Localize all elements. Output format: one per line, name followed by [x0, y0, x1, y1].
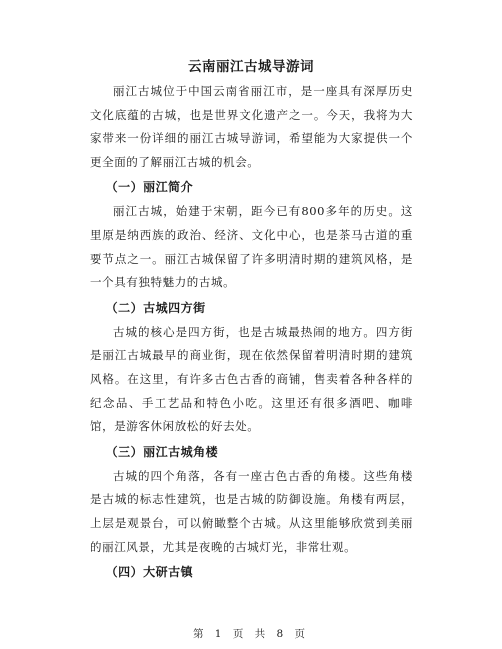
section-heading-corner-towers: （三）丽江古城角楼 — [105, 444, 219, 459]
section-heading-dayan-town: （四）大研古镇 — [105, 565, 194, 580]
section-body-sifang-street: 古城的核心是四方街，也是古城最热闹的地方。四方街是丽江古城最早的商业街，现在依然保留着明清时期的建筑风格。在这里，有许多古色古香的商铺，售卖着各种各样的纪念品、手工艺品和特色小吃。这里还有很多酒吧、咖啡馆，是游客休闲放松的好去处。 — [90, 324, 413, 434]
document-title: 云南丽江古城导游词 — [188, 59, 314, 75]
section-heading-intro: （一）丽江简介 — [105, 180, 194, 195]
page-number-footer: 第 1 页 共 8 页 — [192, 628, 310, 640]
section-body-intro: 丽江古城，始建于宋朝，距今已有800多年的历史。这里原是纳西族的政治、经济、文化中心，也是茶马古道的重要节点之一。丽江古城保留了许多明清时期的建筑风格，是一个具有独特魅力的古城。 — [90, 204, 413, 290]
section-body-corner-towers: 古城的四个角落，各有一座古色古香的角楼。这些角楼是古城的标志性建筑，也是古城的防御设施。角楼有两层，上层是观景台，可以俯瞰整个古城。从这里能够欣赏到美丽的丽江风景，尤其是夜晚的古城灯光，非常壮观。 — [90, 468, 413, 554]
intro-paragraph: 丽江古城位于中国云南省丽江市，是一座具有深厚历史文化底蕴的古城，也是世界文化遗产之一。今天，我将为大家带来一份详细的丽江古城导游词，希望能为大家提供一个更全面的了解丽江古城的机会。 — [90, 84, 413, 169]
section-heading-sifang-street: （二）古城四方街 — [105, 300, 206, 315]
document-body — [90, 80, 413, 585]
